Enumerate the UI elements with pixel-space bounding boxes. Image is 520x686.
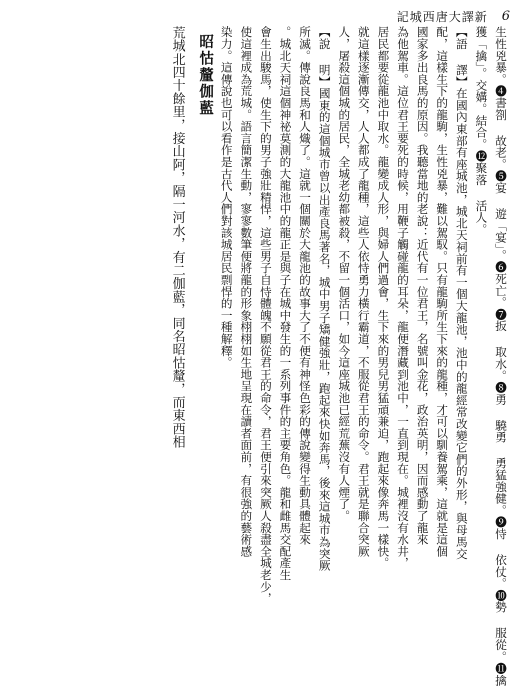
text-column: 獲「擒」。交媾。結合。⓬聚落 活人。 bbox=[474, 26, 489, 235]
page-number: 6 bbox=[501, 8, 510, 24]
text-columns bbox=[169, 26, 508, 686]
text-column: 。城北天祠這個神祕莫測的大龍池中的龍正是與子在城中發生的一系列事件的主要角色。龍和雌馬交配產生 bbox=[278, 26, 293, 581]
text-column: 居民都要從龍池中取水。龍變成人形，與婦人們過會，生下來的男兒男猛頑兼迫，跑起來像奔馬一樣快。 bbox=[376, 26, 391, 569]
text-column: 就這樣逐漸傳交，人人都成了龍種，這些人依恃勇力橫行霸道，不服從君王的命令。君王就是聯合突厥 bbox=[356, 26, 371, 557]
text-column-last: 荒城北四十餘里，接山阿，隔一河水，有二伽藍，同名昭怙釐，而東西相 bbox=[169, 26, 185, 449]
page-header bbox=[397, 6, 510, 26]
running-title: 記城西唐大譯新 bbox=[396, 9, 488, 24]
text-column: 染力。這傳說也可以看作是古代人們對該城居民剽悍的一種解釋。 bbox=[219, 26, 234, 369]
text-column: 人，屠殺這個城的居民，全城老幼都被殺，不留一個活口，如今這座城池已經荒蕪沒有人煙了。 bbox=[337, 26, 352, 522]
text-column: 【說 明】國東的這個城市曾以出產良馬著名，城中男子矯健強壯，跑起來快如奔馬，後來這城市為突厥 bbox=[317, 26, 332, 572]
text-column: 配，這樣生下的龍駒，生性兇暴，難以駕馭。只有龍駒所生下來的龍種，才可以馴養駕乘，這就是這個 bbox=[435, 26, 450, 557]
text-column: 國家多出良馬的原因。我聽當地的老說：近代有一位君王，名號叫金花，政治英明，因而感動了龍來 bbox=[415, 26, 430, 546]
text-column: 生性兇暴。❹書劄 故老。❺宴 遊「宴」。❻死亡。❼扳 取水。❽勇 驍勇 勇猛強健。❾恃 依仗。❿勢 服從。⓫擒 bbox=[494, 26, 508, 686]
section-subtitle: 昭怙釐伽藍 bbox=[197, 34, 215, 117]
text-column: 為他駕車。這位君王要死的時候，用鞭子觸碰龍的耳朵，龍便潛藏到池中，一直到現在。城裡沒有水井， bbox=[396, 26, 411, 569]
text-column: 所滅。傳說良馬和人熾了。這就一個關於大龍池的故事大了不便有神怪色彩的傳說變得生動具體起來 bbox=[298, 26, 313, 546]
text-column: 使這裡成為荒城。語言簡潔生動，寥寥數筆便將龍的形象栩栩如生地呈現在讀者面前，有很強的藝術感 bbox=[239, 26, 254, 557]
text-column: 會生出駿馬，使生下的男子強壯精悍，這些男子自恃體魄不願從君王的命令，君王便引來突厥人殺盡全城老少， bbox=[258, 26, 273, 605]
text-column: 【語 譯】在國內東部有座城池，城北天祠前有一個大龍池，池中的龍經常改變它們的外形，與母馬交 bbox=[454, 26, 469, 560]
